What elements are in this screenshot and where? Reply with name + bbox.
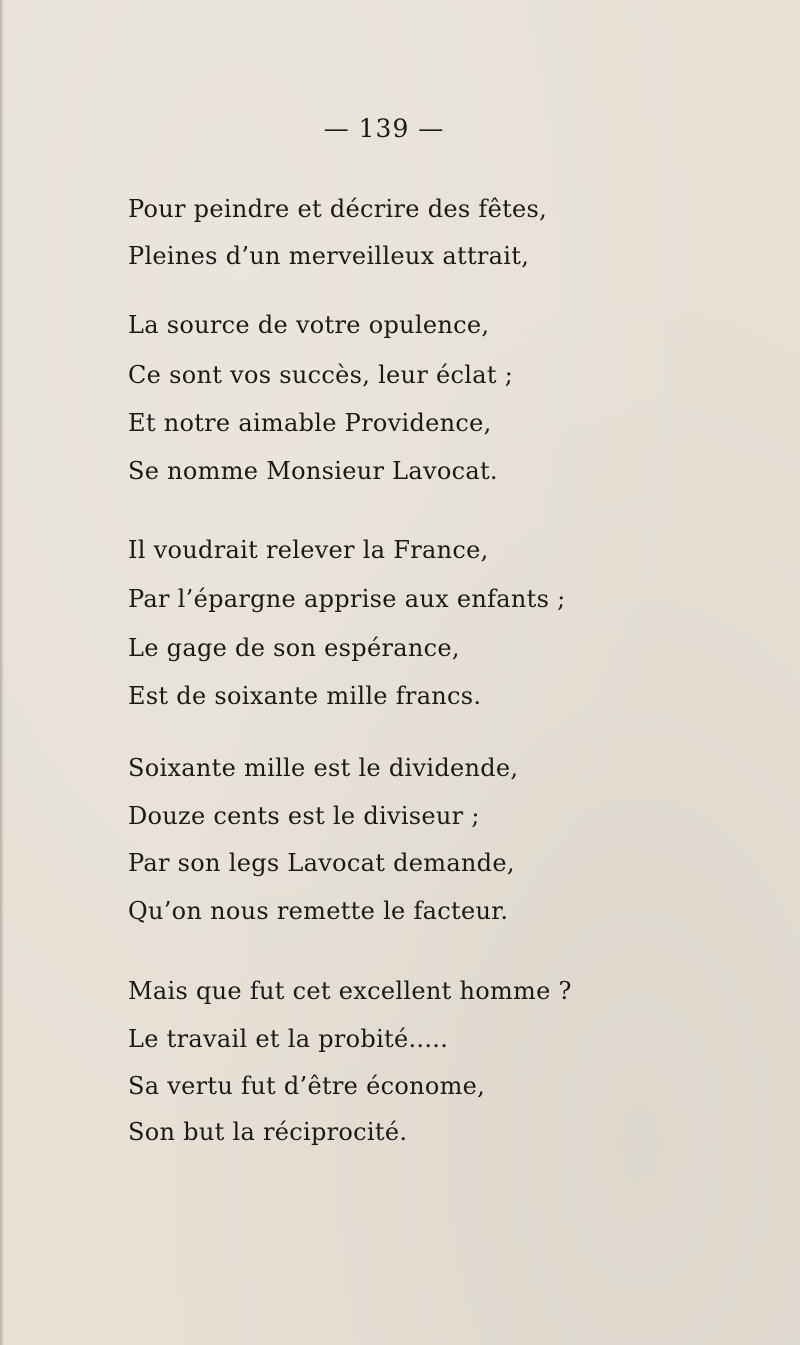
poem-line: Le travail et la probité.....	[128, 1025, 449, 1053]
poem-line: Son but la réciprocité.	[128, 1118, 408, 1146]
poem-line: Par l’épargne apprise aux enfants ;	[128, 585, 566, 613]
poem-line: Qu’on nous remette le facteur.	[128, 897, 509, 925]
poem-line: Se nomme Monsieur Lavocat.	[128, 457, 498, 485]
poem-line: Est de soixante mille francs.	[128, 682, 482, 710]
poem-line: Et notre aimable Providence,	[128, 409, 492, 437]
poem-line: Il voudrait relever la France,	[128, 536, 489, 564]
page-edge-shadow	[0, 0, 4, 1345]
poem-line: Soixante mille est le dividende,	[128, 754, 519, 782]
poem-line: Ce sont vos succès, leur éclat ;	[128, 361, 514, 389]
poem-line: Par son legs Lavocat demande,	[128, 849, 515, 877]
poem-line: Le gage de son espérance,	[128, 634, 460, 662]
poem-line: Sa vertu fut d’être économe,	[128, 1072, 486, 1100]
poem-line: Mais que fut cet excellent homme ?	[128, 977, 572, 1005]
poem-line: Pleines d’un merveilleux attrait,	[128, 242, 530, 270]
poem-line: Pour peindre et décrire des fêtes,	[128, 195, 548, 223]
poem-line: La source de votre opulence,	[128, 311, 490, 339]
poem-line: Douze cents est le diviseur ;	[128, 802, 480, 830]
page-number: — 139 —	[323, 114, 445, 143]
